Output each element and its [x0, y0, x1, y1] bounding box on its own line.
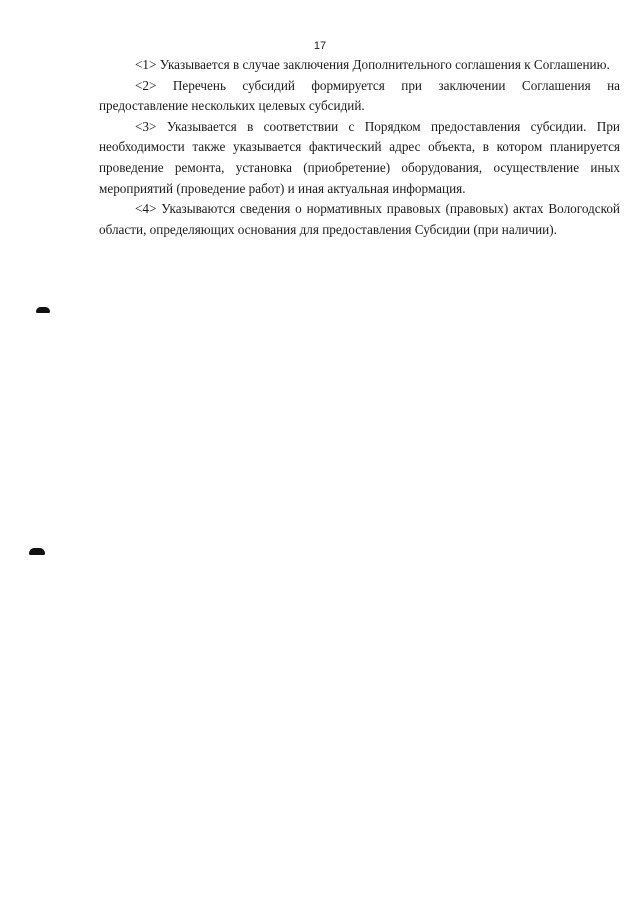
footnote-3: <3> Указывается в соответствии с Порядком предоставления субсидии. При необходимости также указывается фактический адрес объекта, в котором планируется проведение ремонта, установка (приобретение) оборудования, осуществление иных мероприятий (проведение работ) и иная актуальная информация. [99, 118, 620, 196]
footnote-2: <2> Перечень субсидий формируется при заключении Соглашения на предоставление нескольких целевых субсидий. [99, 77, 620, 114]
scan-artifact-mark [36, 307, 50, 313]
page-number: 17 [313, 40, 327, 52]
footnote-1: <1> Указывается в случае заключения Дополнительного соглашения к Соглашению. [135, 57, 610, 72]
footnote-4: <4> Указываются сведения о нормативных правовых (правовых) актах Вологодской области, определяющих основания для предоставления Субсидии (при наличии). [99, 201, 620, 237]
scan-artifact-mark [29, 548, 45, 555]
footnotes-section [99, 55, 620, 240]
